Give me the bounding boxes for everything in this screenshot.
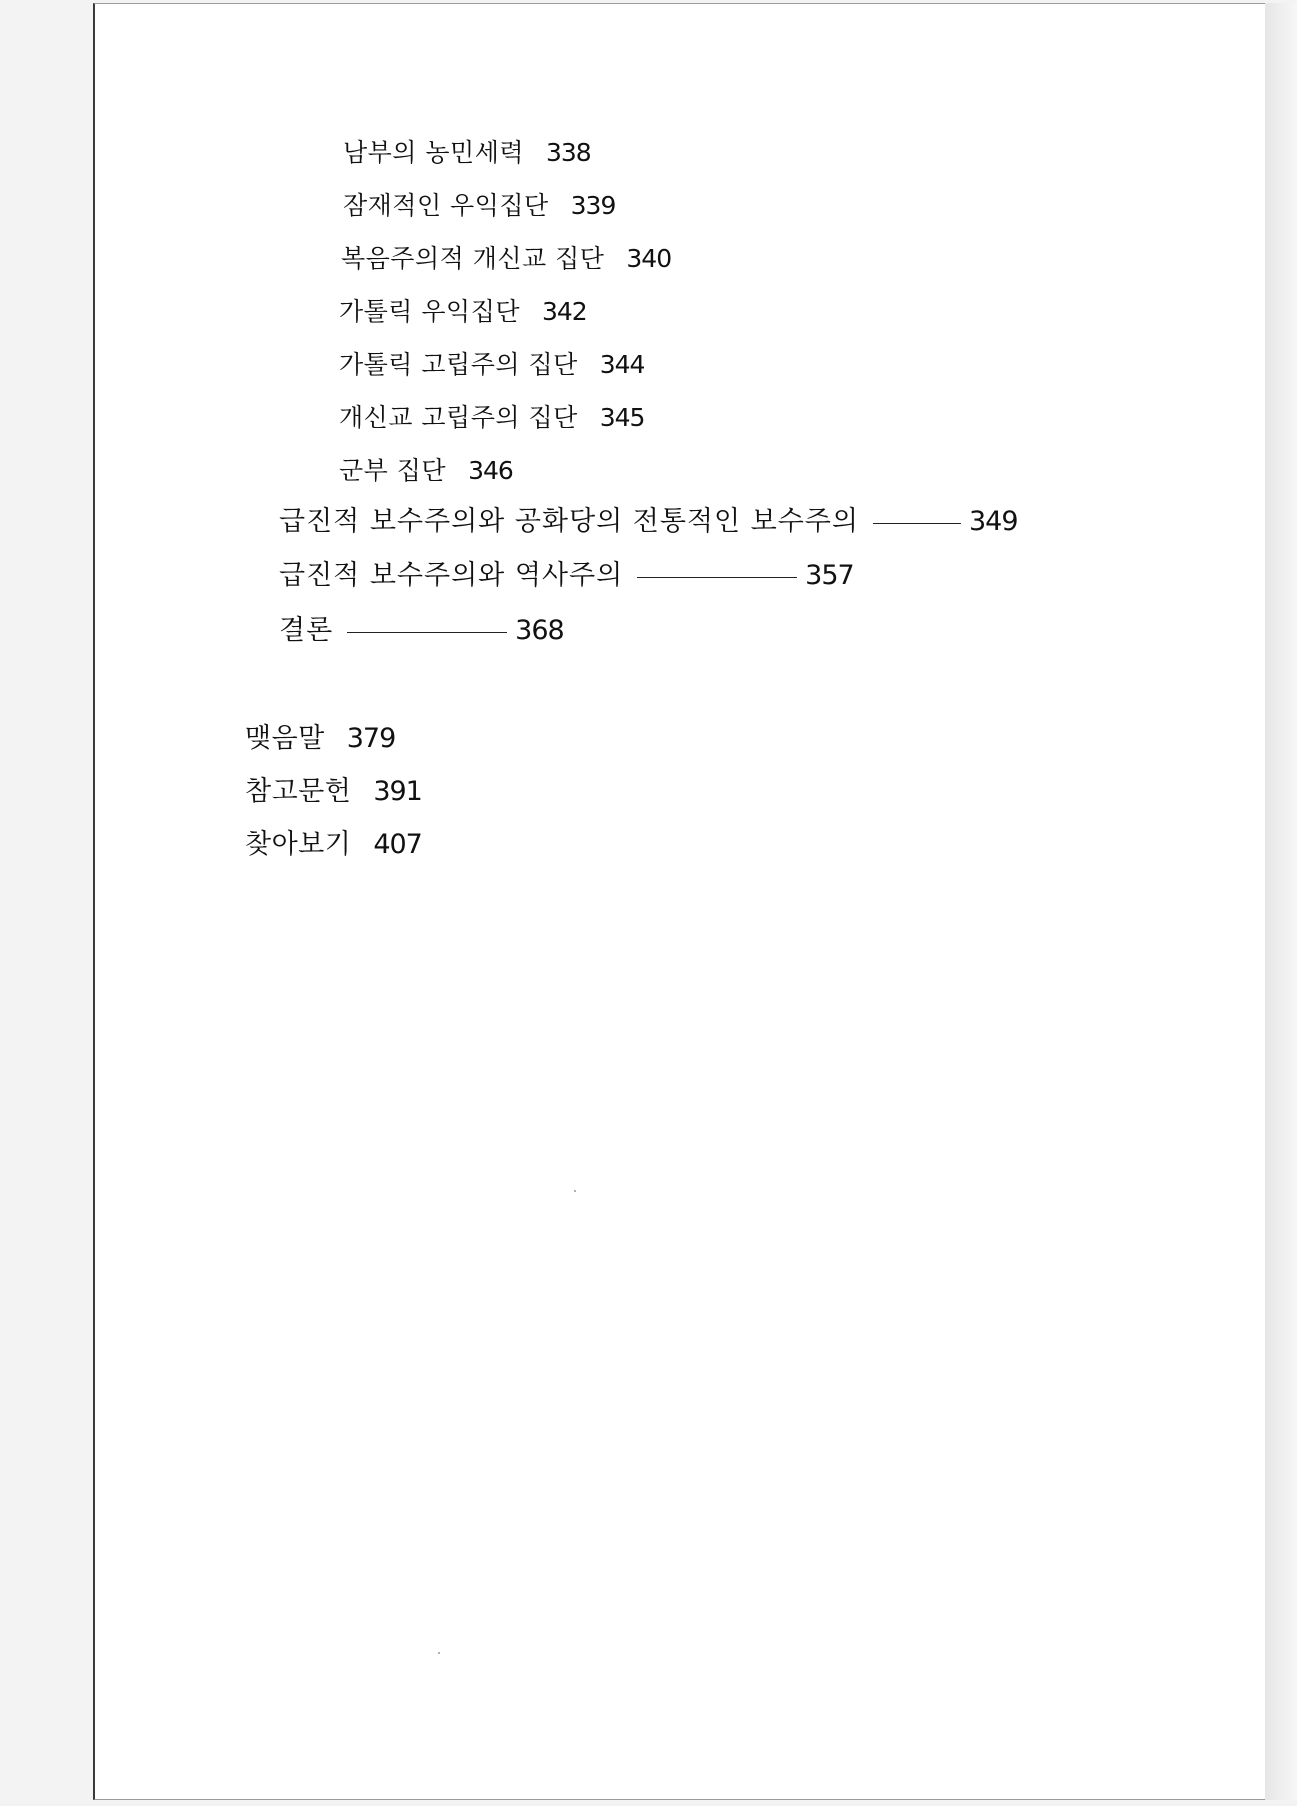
toc-section-entry <box>279 508 1018 535</box>
toc-page-number: 349 <box>968 506 1018 537</box>
toc-page-number: 340 <box>626 244 672 273</box>
toc-page-number: 391 <box>373 776 422 807</box>
toc-back-matter-entry <box>245 778 422 805</box>
toc-entry-title: 찾아보기 <box>245 829 352 860</box>
toc-back-matter-entry <box>245 725 395 752</box>
toc-entry-title: 맺음말 <box>245 723 325 754</box>
toc-sub-entry <box>339 458 513 483</box>
toc-entry-title: 잠재적인 우익집단 <box>343 191 549 220</box>
toc-entry-title: 참고문헌 <box>245 776 352 807</box>
toc-page-number: 342 <box>542 297 587 326</box>
toc-page-number: 407 <box>373 829 422 860</box>
page-edge-shadow <box>1265 3 1297 1800</box>
toc-entry-title: 급진적 보수주의와 공화당의 전통적인 보수주의 <box>279 506 859 537</box>
toc-sub-entry <box>343 193 615 218</box>
scan-speck <box>438 1652 440 1654</box>
toc-entry-title: 급진적 보수주의와 역사주의 <box>279 560 624 591</box>
toc-entry-title: 군부 집단 <box>339 456 447 485</box>
toc-entry-title: 가톨릭 우익집단 <box>339 297 520 326</box>
toc-page-number: 368 <box>515 615 564 646</box>
toc-page-number: 357 <box>805 560 854 591</box>
toc-entry-title: 가톨릭 고립주의 집단 <box>339 350 578 379</box>
book-page <box>93 3 1265 1800</box>
toc-page-number: 338 <box>546 138 591 167</box>
toc-leader-line <box>637 577 797 578</box>
toc-leader-line <box>347 632 507 633</box>
toc-entry-title: 복음주의적 개신교 집단 <box>341 244 605 273</box>
toc-section-entry <box>279 562 854 589</box>
toc-entry-title: 개신교 고립주의 집단 <box>339 403 578 432</box>
toc-page-number: 339 <box>570 191 616 220</box>
toc-page-number: 344 <box>599 350 645 379</box>
toc-entry-title: 남부의 농민세력 <box>343 138 524 167</box>
toc-leader-line <box>873 523 961 524</box>
toc-sub-entry <box>339 352 644 377</box>
toc-page-number: 346 <box>468 456 513 485</box>
toc-sub-entry <box>339 405 644 430</box>
toc-page-number: 379 <box>346 723 396 754</box>
toc-sub-entry <box>339 299 587 324</box>
toc-sub-entry <box>343 140 591 165</box>
toc-section-entry <box>279 617 564 644</box>
toc-entry-title: 결론 <box>279 615 334 646</box>
scan-speck <box>574 1190 576 1192</box>
toc-sub-entry <box>341 246 671 271</box>
toc-page-number: 345 <box>599 403 645 432</box>
toc-back-matter-entry <box>245 831 422 858</box>
